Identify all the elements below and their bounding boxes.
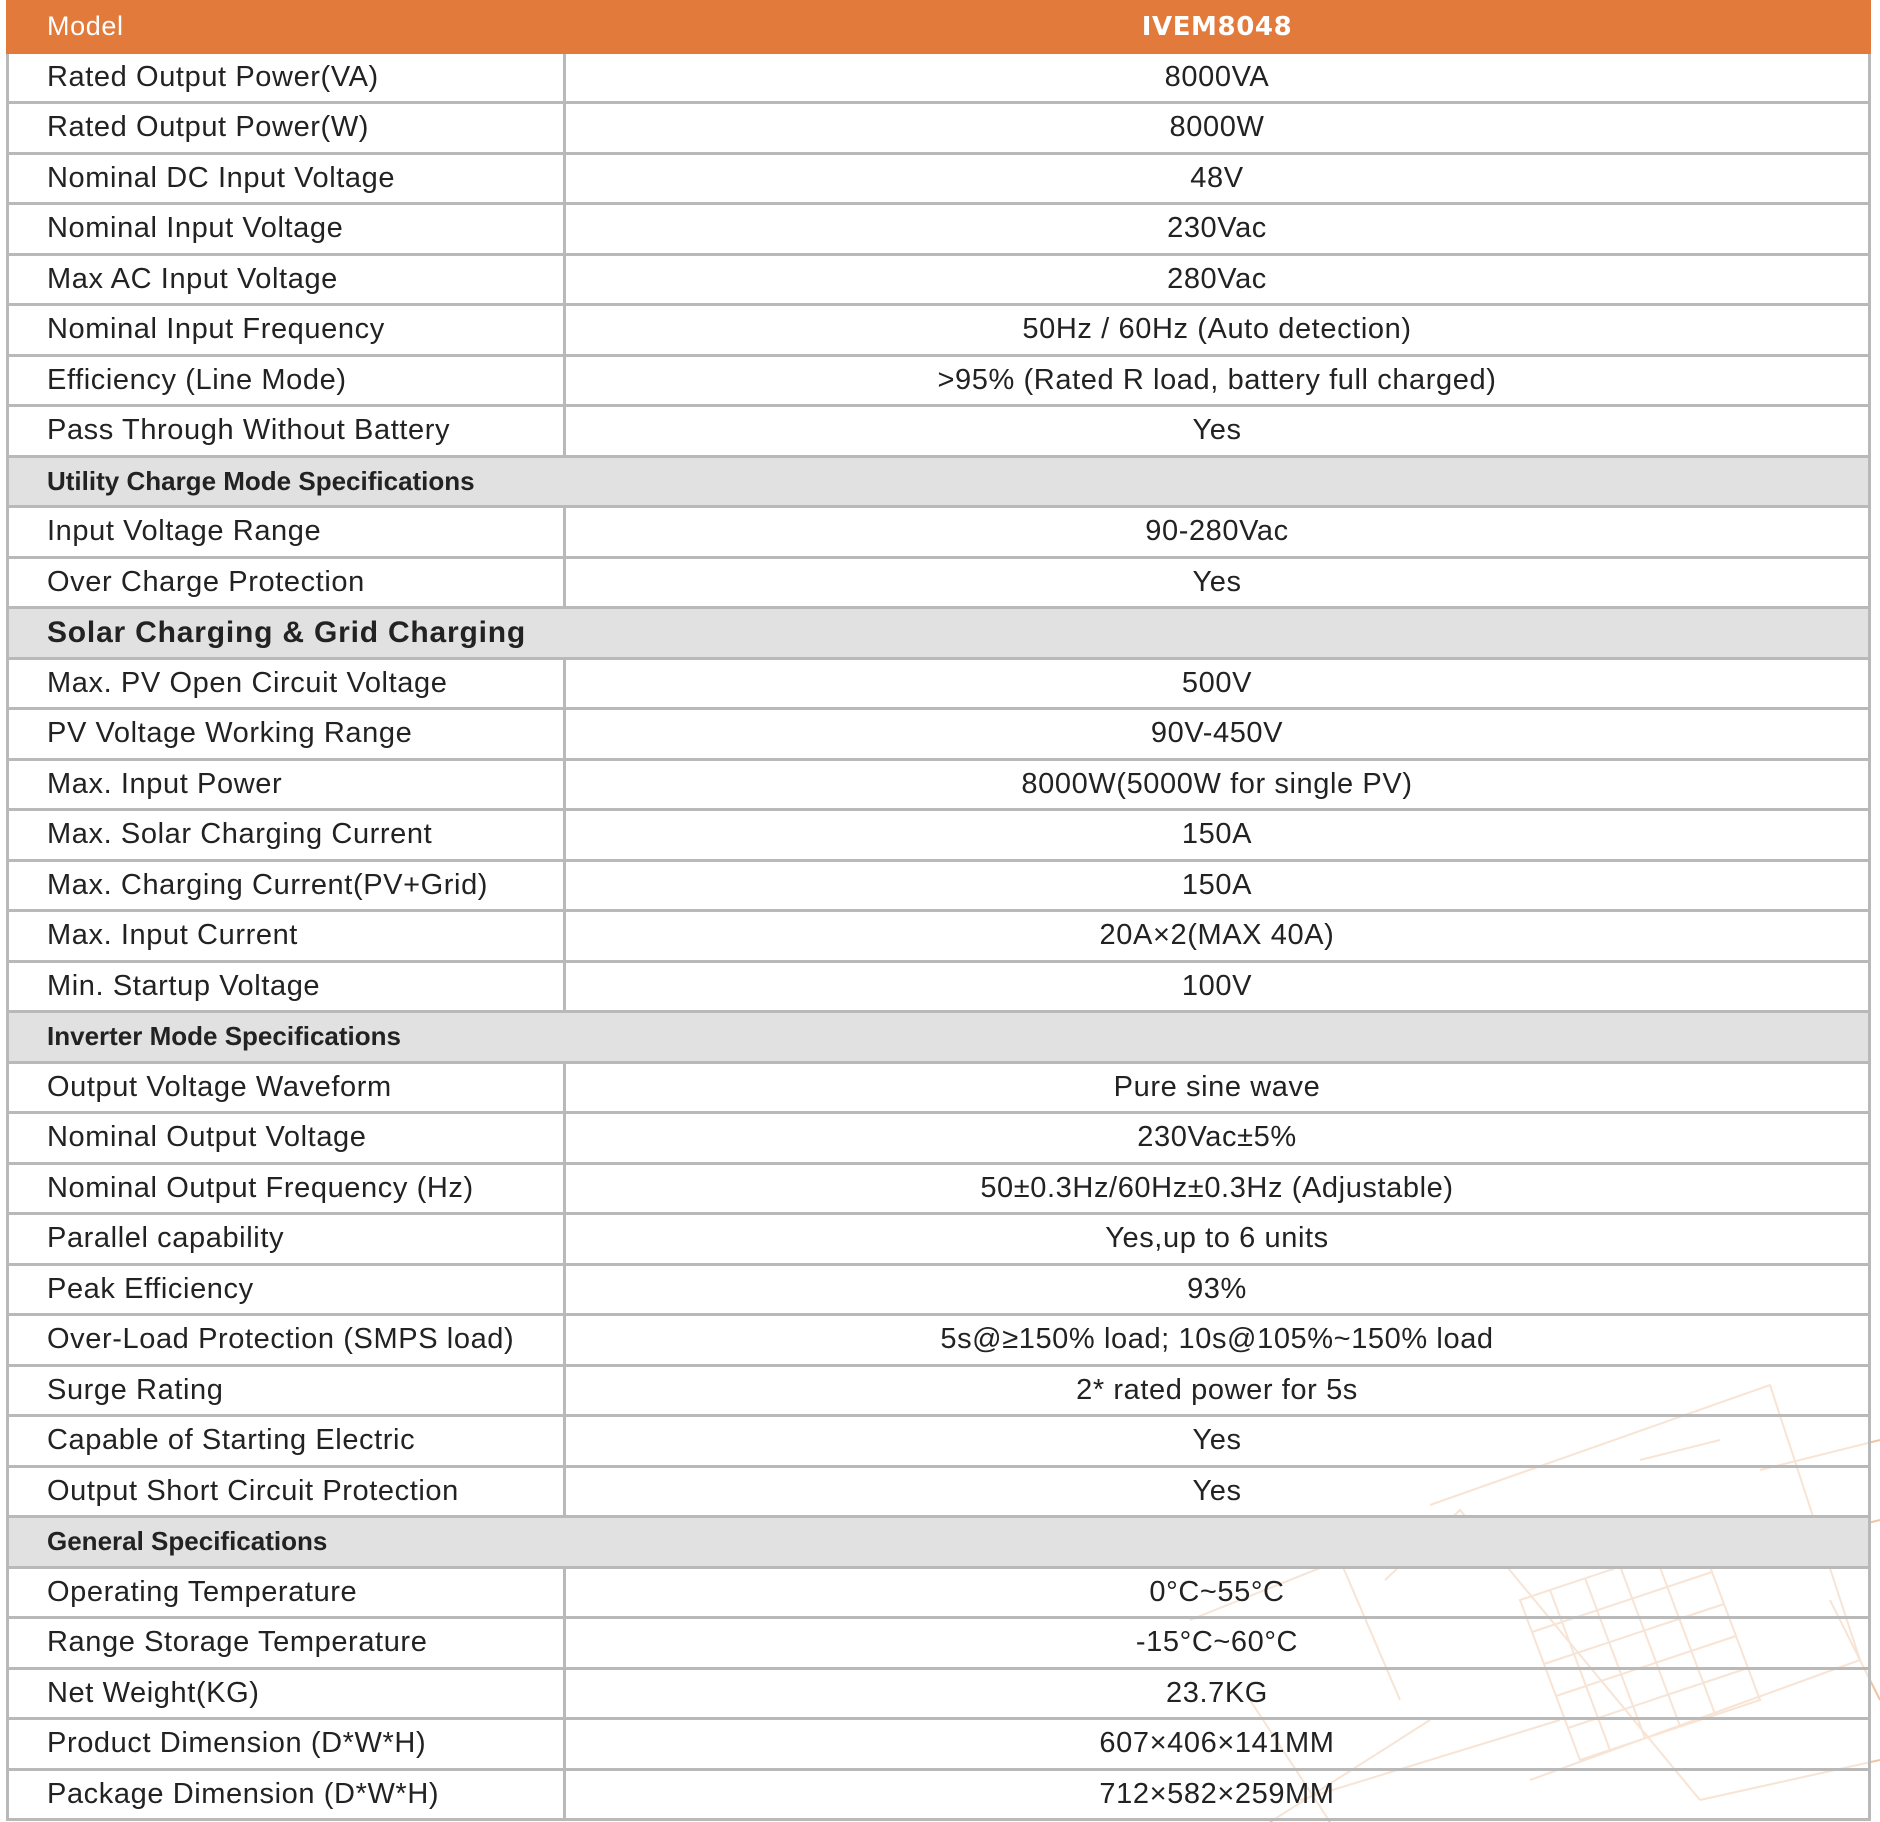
- spec-label: Operating Temperature: [8, 1567, 565, 1618]
- spec-label: Over Charge Protection: [8, 557, 565, 608]
- spec-value: 90-280Vac: [565, 507, 1870, 558]
- spec-label: Max. Charging Current(PV+Grid): [8, 860, 565, 911]
- table-row: [8, 406, 1870, 457]
- table-row: [8, 204, 1870, 255]
- table-row: [8, 1264, 1870, 1315]
- spec-value: 100V: [565, 961, 1870, 1012]
- spec-value: 230Vac: [565, 204, 1870, 255]
- spec-value: 8000W(5000W for single PV): [565, 759, 1870, 810]
- spec-label: Capable of Starting Electric: [8, 1416, 565, 1467]
- spec-label: PV Voltage Working Range: [8, 709, 565, 760]
- spec-value: Yes: [565, 1416, 1870, 1467]
- spec-value: 280Vac: [565, 254, 1870, 305]
- specification-table: [6, 0, 1871, 1821]
- spec-value: 2* rated power for 5s: [565, 1365, 1870, 1416]
- table-row: [8, 1719, 1870, 1770]
- table-row: [8, 810, 1870, 861]
- table-row: [8, 1769, 1870, 1820]
- table-row: [8, 305, 1870, 356]
- table-row: [8, 961, 1870, 1012]
- spec-label: Nominal Output Voltage: [8, 1113, 565, 1164]
- spec-label: Net Weight(KG): [8, 1668, 565, 1719]
- spec-value: 150A: [565, 810, 1870, 861]
- spec-label: Nominal DC Input Voltage: [8, 153, 565, 204]
- spec-value: 8000VA: [565, 52, 1870, 103]
- spec-label: Surge Rating: [8, 1365, 565, 1416]
- spec-label: Product Dimension (D*W*H): [8, 1719, 565, 1770]
- specification-table-body: [8, 2, 1870, 1820]
- table-row: [8, 1214, 1870, 1265]
- spec-label: Output Voltage Waveform: [8, 1062, 565, 1113]
- spec-value: 23.7KG: [565, 1668, 1870, 1719]
- table-row: [8, 1668, 1870, 1719]
- spec-label: Nominal Output Frequency (Hz): [8, 1163, 565, 1214]
- spec-value: Yes: [565, 1466, 1870, 1517]
- spec-value: Yes: [565, 406, 1870, 457]
- spec-label: Nominal Input Frequency: [8, 305, 565, 356]
- model-header-label: Model: [8, 2, 565, 53]
- table-row: [8, 103, 1870, 154]
- table-row: [8, 759, 1870, 810]
- table-row: [8, 1163, 1870, 1214]
- section-title: Solar Charging & Grid Charging: [8, 608, 1870, 659]
- table-row: [8, 1416, 1870, 1467]
- section-title: Inverter Mode Specifications: [8, 1012, 1870, 1063]
- spec-value: 90V-450V: [565, 709, 1870, 760]
- spec-value: 93%: [565, 1264, 1870, 1315]
- spec-value: 500V: [565, 658, 1870, 709]
- spec-label: Min. Startup Voltage: [8, 961, 565, 1012]
- table-row: [8, 1315, 1870, 1366]
- model-header-value: IVEM8048: [565, 2, 1870, 53]
- spec-value: 50Hz / 60Hz (Auto detection): [565, 305, 1870, 356]
- section-header-row: [8, 608, 1870, 659]
- table-row: [8, 709, 1870, 760]
- spec-label: Output Short Circuit Protection: [8, 1466, 565, 1517]
- table-row: [8, 557, 1870, 608]
- spec-value: Yes,up to 6 units: [565, 1214, 1870, 1265]
- table-row: [8, 1567, 1870, 1618]
- spec-value: 48V: [565, 153, 1870, 204]
- table-row: [8, 1365, 1870, 1416]
- spec-label: Pass Through Without Battery: [8, 406, 565, 457]
- spec-label: Rated Output Power(VA): [8, 52, 565, 103]
- spec-label: Range Storage Temperature: [8, 1618, 565, 1669]
- table-row: [8, 1113, 1870, 1164]
- table-row: [8, 254, 1870, 305]
- section-header-row: [8, 1012, 1870, 1063]
- table-row: [8, 153, 1870, 204]
- spec-label: Max AC Input Voltage: [8, 254, 565, 305]
- spec-label: Rated Output Power(W): [8, 103, 565, 154]
- section-title: General Specifications: [8, 1517, 1870, 1568]
- spec-value: Yes: [565, 557, 1870, 608]
- spec-value: 8000W: [565, 103, 1870, 154]
- spec-label: Max. Input Current: [8, 911, 565, 962]
- spec-value: -15°C~60°C: [565, 1618, 1870, 1669]
- table-row: [8, 860, 1870, 911]
- model-header-row: [8, 2, 1870, 53]
- spec-label: Peak Efficiency: [8, 1264, 565, 1315]
- section-header-row: [8, 1517, 1870, 1568]
- table-row: [8, 52, 1870, 103]
- table-row: [8, 1062, 1870, 1113]
- spec-value: 607×406×141MM: [565, 1719, 1870, 1770]
- section-header-row: [8, 456, 1870, 507]
- section-title: Utility Charge Mode Specifications: [8, 456, 1870, 507]
- spec-value: 0°C~55°C: [565, 1567, 1870, 1618]
- spec-value: 230Vac±5%: [565, 1113, 1870, 1164]
- spec-value: 150A: [565, 860, 1870, 911]
- spec-label: Efficiency (Line Mode): [8, 355, 565, 406]
- spec-label: Package Dimension (D*W*H): [8, 1769, 565, 1820]
- spec-value: >95% (Rated R load, battery full charged): [565, 355, 1870, 406]
- spec-label: Parallel capability: [8, 1214, 565, 1265]
- table-row: [8, 658, 1870, 709]
- table-row: [8, 911, 1870, 962]
- spec-value: 5s@≥150% load; 10s@105%~150% load: [565, 1315, 1870, 1366]
- spec-value: 20A×2(MAX 40A): [565, 911, 1870, 962]
- spec-label: Nominal Input Voltage: [8, 204, 565, 255]
- table-row: [8, 355, 1870, 406]
- spec-value: 712×582×259MM: [565, 1769, 1870, 1820]
- spec-value: 50±0.3Hz/60Hz±0.3Hz (Adjustable): [565, 1163, 1870, 1214]
- table-row: [8, 507, 1870, 558]
- table-row: [8, 1618, 1870, 1669]
- spec-label: Input Voltage Range: [8, 507, 565, 558]
- spec-value: Pure sine wave: [565, 1062, 1870, 1113]
- table-row: [8, 1466, 1870, 1517]
- spec-label: Max. Input Power: [8, 759, 565, 810]
- spec-label: Max. Solar Charging Current: [8, 810, 565, 861]
- spec-label: Over-Load Protection (SMPS load): [8, 1315, 565, 1366]
- spec-label: Max. PV Open Circuit Voltage: [8, 658, 565, 709]
